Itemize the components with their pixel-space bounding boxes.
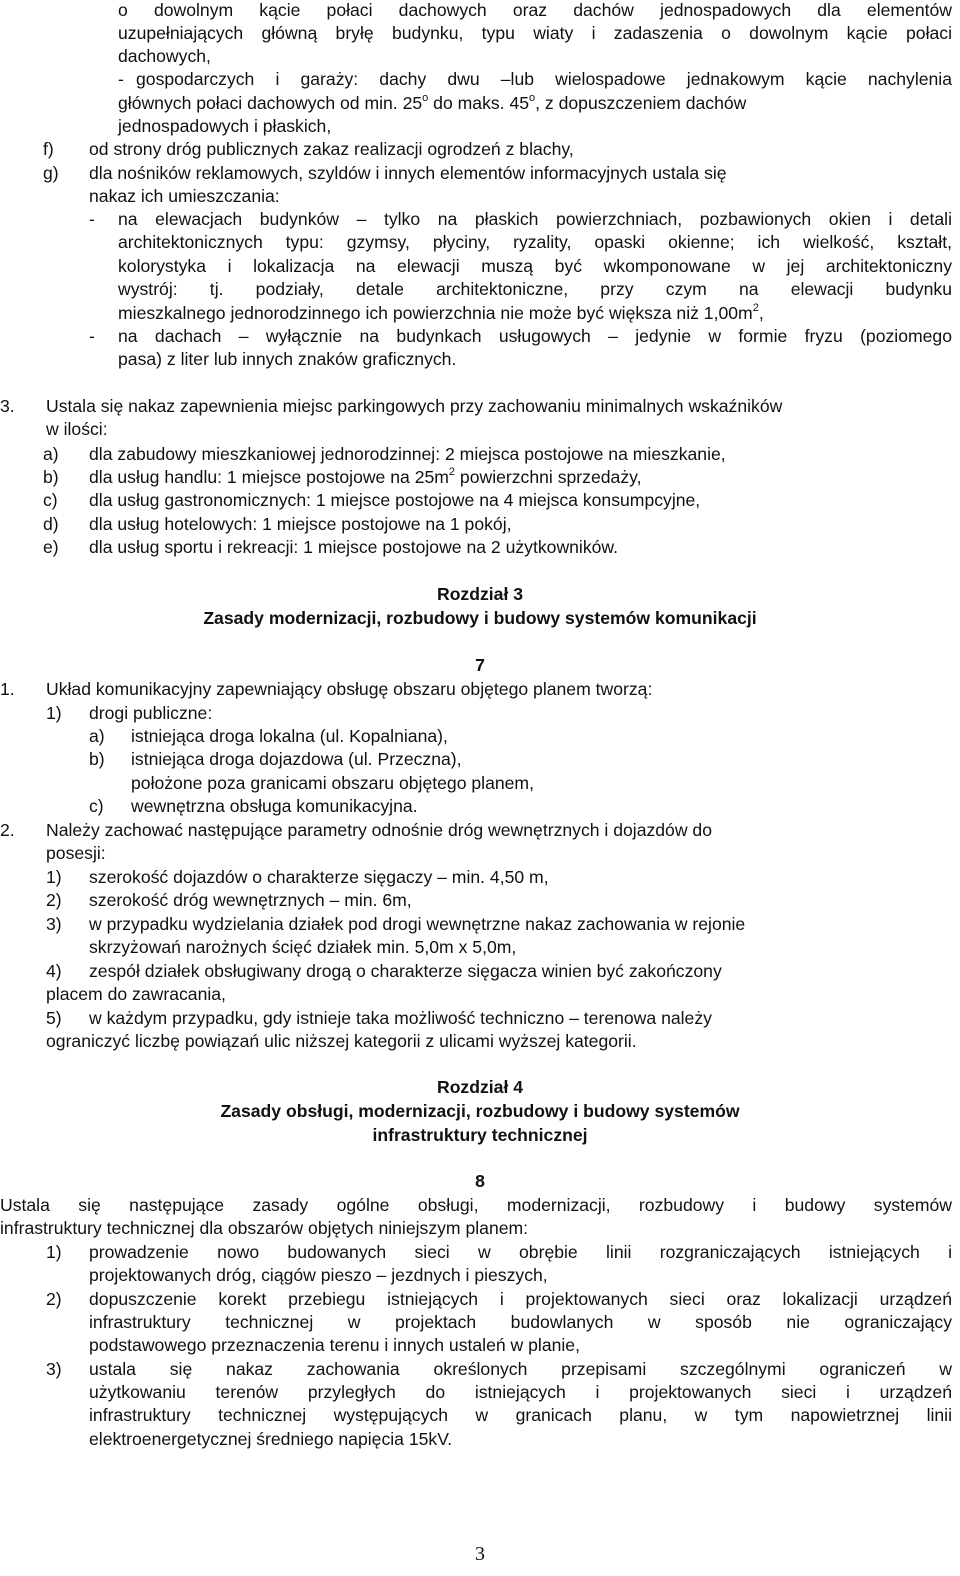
text-line xyxy=(118,93,746,113)
list-marker: a) xyxy=(43,444,59,464)
text-line: architektonicznych typu: gzymsy, płyciny, ryzality, opaski okienne; ich wielkość, kształt, xyxy=(118,232,952,252)
text-line: elektroenergetycznej średniego napięcia 15kV. xyxy=(89,1429,453,1449)
section-sign-heading: 8 xyxy=(475,1171,485,1191)
text-line: Ustala się następujące zasady ogólne obsługi, modernizacji, rozbudowy i budowy systemów xyxy=(0,1195,952,1215)
list-marker: g) xyxy=(43,163,59,183)
text-line: istniejąca droga lokalna (ul. Kopalniana), xyxy=(131,726,448,746)
chapter-subtitle: Zasady obsługi, modernizacji, rozbudowy i budowy systemów xyxy=(220,1101,740,1121)
section-sign-heading: 7 xyxy=(475,655,485,675)
page-number: 3 xyxy=(475,1543,485,1565)
text-line: infrastruktury technicznej dla obszarów objętych niniejszym planem: xyxy=(0,1218,529,1238)
text-line: podstawowego przeznaczenia terenu i innych ustaleń w planie, xyxy=(89,1335,580,1355)
list-marker: c) xyxy=(43,490,58,510)
list-marker: 3) xyxy=(46,1359,62,1379)
text-fragment: mieszkalnego jednorodzinnego ich powierzchnia nie może być większa niż 1,00m xyxy=(118,303,753,323)
chapter-title: Rozdział 4 xyxy=(436,1077,524,1097)
list-marker: c) xyxy=(89,796,104,816)
list-marker: a) xyxy=(89,726,105,746)
list-dash: - xyxy=(89,326,95,346)
text-fragment: , xyxy=(758,303,764,323)
text-line: od strony dróg publicznych zakaz realizacji ogrodzeń z blachy, xyxy=(89,139,574,159)
text-line: uzupełniających główną bryłę budynku, typu wiaty i zadaszenia o dowolnym kącie połaci xyxy=(118,23,952,43)
text-line: gospodarczych i garaży: dachy dwu –lub wielospadowe jednakowym kącie nachylenia xyxy=(136,69,952,89)
text-line: w każdym przypadku, gdy istnieje taka możliwość techniczno – terenowa należy xyxy=(89,1008,712,1028)
text-line: na dachach – wyłącznie na budynkach usługowych – jedynie w formie fryzu (poziomego xyxy=(118,326,952,346)
text-line: infrastruktury technicznej występujących w granicach planu, w tym napowietrznej linii xyxy=(89,1405,952,1425)
list-marker: b) xyxy=(89,749,105,769)
superscript: o xyxy=(422,92,429,105)
text-line: położone poza granicami obszaru objętego planem, xyxy=(131,773,534,793)
text-line: istniejąca droga dojazdowa (ul. Przeczna), xyxy=(131,749,462,769)
text-line: skrzyżowań narożnych ścięć działek min. 5,0m x 5,0m, xyxy=(89,937,517,957)
text-line: dla usług sportu i rekreacji: 1 miejsce postojowe na 2 użytkowników. xyxy=(89,537,619,557)
list-marker: 1) xyxy=(46,1242,62,1262)
list-marker: 2) xyxy=(46,890,62,910)
text-line: dla usług gastronomicznych: 1 miejsce postojowe na 4 miejsca konsumpcyjne, xyxy=(89,490,701,510)
text-line: dla zabudowy mieszkaniowej jednorodzinnej: 2 miejsca postojowe na mieszkanie, xyxy=(89,444,726,464)
list-marker: 3) xyxy=(46,914,62,934)
text-line: nakaz ich umieszczania: xyxy=(89,186,280,206)
text-fragment: głównych połaci dachowych od min. 25 xyxy=(118,93,423,113)
text-line: o dowolnym kącie połaci dachowych oraz dachów jednospadowych dla elementów xyxy=(118,0,952,20)
text-line: zespół działek obsługiwany drogą o charakterze sięgacza winien być zakończony xyxy=(89,961,722,981)
text-fragment: , z dopuszczeniem dachów xyxy=(535,93,747,113)
text-line: szerokość dojazdów o charakterze sięgaczy – min. 4,50 m, xyxy=(89,867,549,887)
superscript: 2 xyxy=(448,466,456,479)
text-line: Ustala się nakaz zapewnienia miejsc parkingowych przy zachowaniu minimalnych wskaźników xyxy=(46,396,783,416)
text-fragment: dla usług handlu: 1 miejsce postojowe na 25m xyxy=(89,467,449,487)
text-line: placem do zawracania, xyxy=(46,984,226,1004)
list-marker: 2) xyxy=(46,1289,62,1309)
text-line: dopuszczenie korekt przebiegu istniejących i projektowanych sieci oraz lokalizacji urządzeń xyxy=(89,1289,952,1309)
text-line: ograniczyć liczbę powiązań ulic niższej kategorii z ulicami wyższej kategorii. xyxy=(46,1031,637,1051)
text-line: wystrój: tj. podziały, detale architektoniczne, przy czym na elewacji budynku xyxy=(118,279,952,299)
text-line: szerokość dróg wewnętrznych – min. 6m, xyxy=(89,890,412,910)
chapter-subtitle: Zasady modernizacji, rozbudowy i budowy systemów komunikacji xyxy=(203,608,757,628)
list-marker: f) xyxy=(43,139,54,159)
text-line: prowadzenie nowo budowanych sieci w obrębie linii rozgraniczających istniejących i xyxy=(89,1242,952,1262)
text-line: Należy zachować następujące parametry odnośnie dróg wewnętrznych i dojazdów do xyxy=(46,820,713,840)
list-marker: 1) xyxy=(46,867,62,887)
text-line: infrastruktury technicznej w projektach budowlanych w sposób nie ograniczający xyxy=(89,1312,952,1332)
text-line: Układ komunikacyjny zapewniający obsługę obszaru objętego planem tworzą: xyxy=(46,679,653,699)
text-fragment: do maks. 45 xyxy=(428,93,530,113)
text-fragment: powierzchni sprzedaży, xyxy=(455,467,642,487)
text-line: ustala się nakaz zachowania określonych przepisami szczególnymi ograniczeń w xyxy=(89,1359,952,1379)
text-line: wewnętrzna obsługa komunikacyjna. xyxy=(131,796,418,816)
paragraph-number: 1. xyxy=(0,679,15,699)
list-marker: 4) xyxy=(46,961,62,981)
text-line: na elewacjach budynków – tylko na płaskich powierzchniach, pozbawionych okien i detali xyxy=(118,209,952,229)
text-line: kolorystyka i lokalizacja na elewacji muszą być wkomponowane w jej architektoniczny xyxy=(118,256,952,276)
text-line: posesji: xyxy=(46,843,106,863)
paragraph-number: 2. xyxy=(0,820,15,840)
text-line: projektowanych dróg, ciągów pieszo – jezdnych i pieszych, xyxy=(89,1265,548,1285)
text-line: w przypadku wydzielania działek pod drogi wewnętrzne nakaz zachowania w rejonie xyxy=(89,914,746,934)
list-marker: d) xyxy=(43,514,59,534)
text-line: drogi publiczne: xyxy=(89,703,213,723)
list-marker: e) xyxy=(43,537,59,557)
list-dash: - xyxy=(118,69,124,89)
text-line: dachowych, xyxy=(118,46,211,66)
text-line: dla nośników reklamowych, szyldów i innych elementów informacyjnych ustala się xyxy=(89,163,727,183)
list-marker: 1) xyxy=(46,703,62,723)
list-marker: 5) xyxy=(46,1008,62,1028)
chapter-title: Rozdział 3 xyxy=(436,584,524,604)
chapter-subtitle: infrastruktury technicznej xyxy=(372,1125,588,1145)
text-line xyxy=(89,467,642,487)
list-dash: - xyxy=(89,209,95,229)
list-marker: b) xyxy=(43,467,59,487)
superscript: o xyxy=(529,92,536,105)
text-line: pasa) z liter lub innych znaków graficznych. xyxy=(118,349,457,369)
text-line: w ilości: xyxy=(46,419,108,439)
text-line: jednospadowych i płaskich, xyxy=(118,116,332,136)
text-line xyxy=(118,303,764,323)
text-line: użytkowaniu terenów przyległych do istniejących i projektowanych sieci i urządzeń xyxy=(89,1382,952,1402)
text-line: dla usług hotelowych: 1 miejsce postojowe na 1 pokój, xyxy=(89,514,512,534)
paragraph-number: 3. xyxy=(0,396,15,416)
superscript: 2 xyxy=(752,302,759,315)
